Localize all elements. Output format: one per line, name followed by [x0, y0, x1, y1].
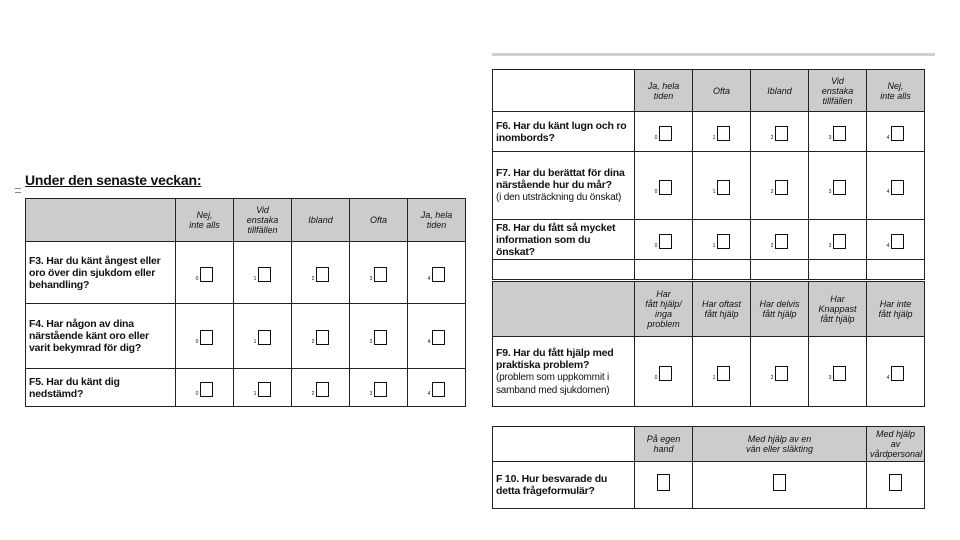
answer-code: 2: [311, 390, 315, 397]
answer-code: 4: [886, 134, 890, 141]
checkbox[interactable]: [258, 382, 271, 397]
answer-cell[interactable]: [176, 242, 234, 304]
checkbox[interactable]: [775, 366, 788, 381]
answer-code: 0: [654, 242, 658, 249]
question-row-f8: [493, 220, 925, 260]
answer-code: 1: [712, 242, 716, 249]
option-header: Ofta: [693, 70, 751, 112]
answer-code: 1: [253, 339, 257, 345]
checkbox[interactable]: [775, 234, 788, 249]
checkbox[interactable]: [717, 366, 730, 381]
option-header: Har fått hjälp/ inga problem: [635, 282, 693, 337]
question-text: F3. Har du känt ångest eller oro över din sjukdom eller behandling?: [26, 242, 176, 304]
checkbox[interactable]: [432, 267, 445, 282]
answer-cell[interactable]: [693, 220, 751, 260]
answer-cell[interactable]: [408, 304, 466, 369]
checkbox[interactable]: [833, 366, 846, 381]
checkbox[interactable]: [659, 366, 672, 381]
question-note: (problem som uppkommit i samband med sjukdomen): [496, 371, 610, 396]
answer-cell[interactable]: [867, 112, 925, 152]
page-heading: Under den senaste veckan:: [25, 172, 202, 188]
option-header: Ibland: [292, 199, 350, 242]
answer-code: 4: [427, 275, 431, 282]
question-row-f5: [26, 369, 466, 407]
questionnaire-table-right-2: [492, 281, 925, 407]
question-row-f6: [493, 112, 925, 152]
question-note: (i den utsträckning du önskat): [496, 192, 622, 203]
checkbox[interactable]: [775, 126, 788, 141]
answer-code: 2: [770, 374, 774, 381]
answer-code: 1: [712, 188, 716, 195]
checkbox[interactable]: [374, 382, 387, 397]
question-text: F4. Har någon av dina närstående känt oro eller varit bekymrad för dig?: [26, 304, 176, 369]
question-row-f4: [26, 304, 466, 369]
answer-cell[interactable]: [751, 112, 809, 152]
answer-code: 2: [311, 339, 315, 345]
answer-code: 3: [828, 374, 832, 381]
checkbox[interactable]: [659, 126, 672, 141]
answer-cell[interactable]: [693, 337, 751, 407]
checkbox[interactable]: [200, 330, 213, 345]
question-row-f9: [493, 337, 925, 407]
answer-code: 4: [427, 339, 431, 345]
checkbox[interactable]: [432, 382, 445, 397]
answer-cell[interactable]: [867, 462, 925, 509]
option-header: Har inte fått hjälp: [867, 282, 925, 337]
header-blank: [26, 199, 176, 242]
answer-cell[interactable]: [809, 152, 867, 220]
checkbox[interactable]: [374, 330, 387, 345]
answer-code: 0: [654, 134, 658, 141]
answer-cell[interactable]: [176, 369, 234, 407]
option-header: På egen hand: [635, 427, 693, 462]
checkbox[interactable]: [432, 330, 445, 345]
answer-code: 4: [886, 188, 890, 195]
answer-code: 4: [886, 374, 890, 381]
question-text: F6. Har du känt lugn och ro inombords?: [493, 112, 635, 152]
header-blank: [493, 282, 635, 337]
header-blank: [493, 70, 635, 112]
answer-code: 3: [369, 339, 373, 345]
answer-cell[interactable]: [234, 242, 292, 304]
answer-cell[interactable]: [350, 304, 408, 369]
table-header: [26, 199, 466, 242]
option-header: Ibland: [751, 70, 809, 112]
answer-code: 1: [253, 390, 257, 397]
answer-code: 3: [369, 275, 373, 282]
margin-mark: [15, 188, 21, 193]
answer-cell[interactable]: [635, 337, 693, 407]
answer-cell[interactable]: [867, 152, 925, 220]
checkbox[interactable]: [889, 474, 902, 491]
answer-code: 1: [712, 374, 716, 381]
checkbox[interactable]: [717, 234, 730, 249]
checkbox[interactable]: [891, 234, 904, 249]
checkbox[interactable]: [374, 267, 387, 282]
answer-cell[interactable]: [635, 220, 693, 260]
option-header: Med hjälp av en vän eller släkting: [693, 427, 867, 462]
answer-code: 4: [886, 242, 890, 249]
answer-cell[interactable]: [751, 152, 809, 220]
answer-code: 4: [427, 390, 431, 397]
answer-code: 0: [654, 188, 658, 195]
question-row-f7: [493, 152, 925, 220]
checkbox[interactable]: [891, 180, 904, 195]
answer-cell[interactable]: [408, 369, 466, 407]
checkbox[interactable]: [316, 382, 329, 397]
answer-cell[interactable]: [635, 112, 693, 152]
table-header: [493, 427, 925, 462]
option-header: Ofta: [350, 199, 408, 242]
checkbox[interactable]: [717, 180, 730, 195]
answer-code: 0: [195, 339, 199, 345]
checkbox[interactable]: [316, 267, 329, 282]
answer-code: 3: [369, 390, 373, 397]
question-row-f3: [26, 242, 466, 304]
questionnaire-table-right-3: [492, 426, 925, 509]
option-header: Har oftast fått hjälp: [693, 282, 751, 337]
answer-code: 3: [828, 188, 832, 195]
question-text: F9. Har du fått hjälp med praktiska problem? (problem som uppkommit i samband med sjukdomen): [493, 337, 635, 407]
answer-cell[interactable]: [635, 152, 693, 220]
answer-cell[interactable]: [292, 369, 350, 407]
question-row-f10: [493, 462, 925, 509]
checkbox[interactable]: [775, 180, 788, 195]
answer-code: 2: [311, 275, 315, 282]
checkbox[interactable]: [717, 126, 730, 141]
answer-cell[interactable]: [809, 337, 867, 407]
option-header: Har Knappast fått hjälp: [809, 282, 867, 337]
table-header: [493, 70, 925, 112]
answer-code: 1: [253, 275, 257, 282]
answer-code: 3: [828, 134, 832, 141]
answer-cell[interactable]: [292, 242, 350, 304]
answer-cell[interactable]: [350, 369, 408, 407]
answer-cell[interactable]: [751, 220, 809, 260]
answer-code: 2: [770, 242, 774, 249]
answer-cell[interactable]: [693, 152, 751, 220]
option-header: Vid enstaka tillfällen: [809, 70, 867, 112]
question-text: F5. Har du känt dig nedstämd?: [26, 369, 176, 407]
header-blank: [493, 427, 635, 462]
option-header: Vid enstaka tillfällen: [234, 199, 292, 242]
checkbox[interactable]: [659, 180, 672, 195]
option-header: Med hjälp av vårdpersonal: [867, 427, 925, 462]
answer-cell[interactable]: [176, 304, 234, 369]
checkbox[interactable]: [891, 366, 904, 381]
option-header: Ja, hela tiden: [635, 70, 693, 112]
answer-cell[interactable]: [292, 304, 350, 369]
answer-code: 2: [770, 188, 774, 195]
question-text: F8. Har du fått så mycket information som du önskat?: [493, 220, 635, 260]
checkbox[interactable]: [891, 126, 904, 141]
option-header: Nej, inte alls: [176, 199, 234, 242]
checkbox[interactable]: [316, 330, 329, 345]
answer-code: 0: [195, 275, 199, 282]
answer-code: 1: [712, 134, 716, 141]
answer-cell[interactable]: [635, 462, 693, 509]
answer-code: 0: [654, 374, 658, 381]
answer-cell[interactable]: [867, 220, 925, 260]
checkbox[interactable]: [659, 234, 672, 249]
checkbox[interactable]: [258, 330, 271, 345]
answer-cell[interactable]: [867, 337, 925, 407]
answer-code: 3: [828, 242, 832, 249]
answer-cell[interactable]: [809, 112, 867, 152]
question-text: F7. Har du berättat för dina närstående hur du mår? (i den utsträckning du önskat): [493, 152, 635, 220]
answer-cell[interactable]: [350, 242, 408, 304]
answer-cell[interactable]: [693, 462, 867, 509]
checkbox[interactable]: [200, 382, 213, 397]
top-rule: [492, 53, 935, 56]
table-header: [493, 282, 925, 337]
questionnaire-table-left: [25, 198, 466, 407]
checkbox[interactable]: [258, 267, 271, 282]
answer-cell[interactable]: [234, 304, 292, 369]
option-header: Har delvis fått hjälp: [751, 282, 809, 337]
checkbox[interactable]: [200, 267, 213, 282]
answer-cell[interactable]: [408, 242, 466, 304]
answer-code: 0: [195, 390, 199, 397]
questionnaire-table-right-1: [492, 69, 925, 280]
checkbox[interactable]: [833, 234, 846, 249]
option-header: Nej, inte alls: [867, 70, 925, 112]
answer-cell[interactable]: [234, 369, 292, 407]
option-header: Ja, hela tiden: [408, 199, 466, 242]
checkbox[interactable]: [833, 180, 846, 195]
checkbox[interactable]: [833, 126, 846, 141]
answer-cell[interactable]: [693, 112, 751, 152]
checkbox[interactable]: [657, 474, 670, 491]
answer-cell[interactable]: [751, 337, 809, 407]
question-text: F 10. Hur besvarade du detta frågeformulär?: [493, 462, 635, 509]
checkbox[interactable]: [773, 474, 786, 491]
answer-code: 2: [770, 134, 774, 141]
spacer-row: [493, 260, 925, 280]
answer-cell[interactable]: [809, 220, 867, 260]
